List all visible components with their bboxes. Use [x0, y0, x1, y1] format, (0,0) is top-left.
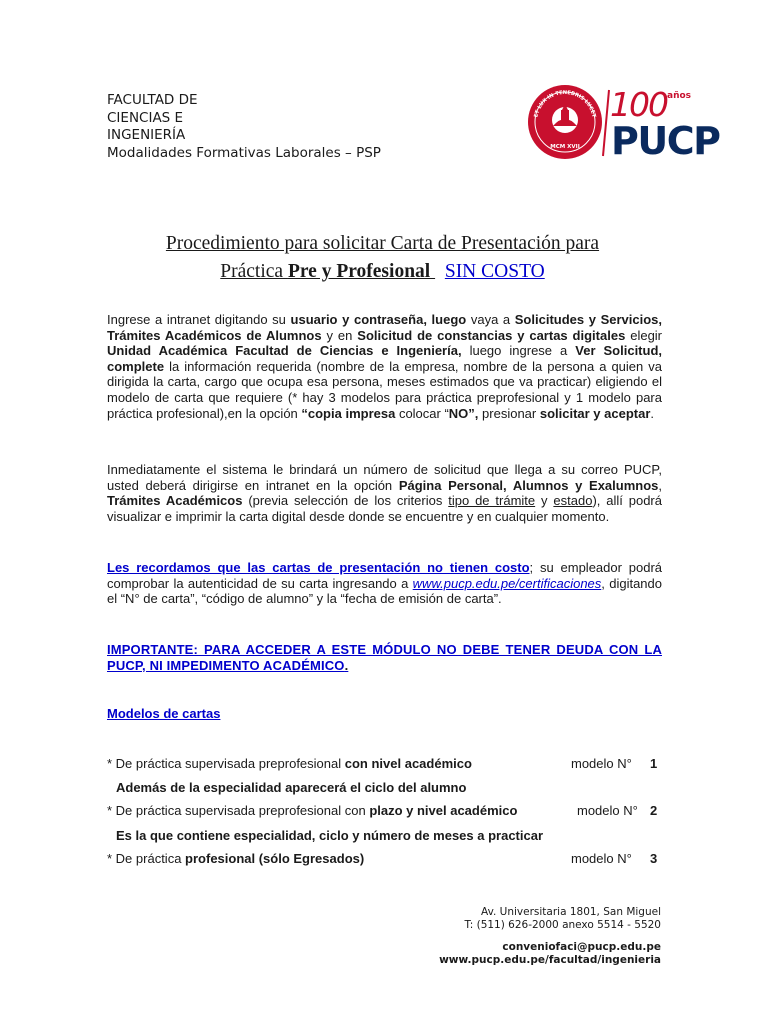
pucp-seal-icon — [528, 85, 602, 159]
model-1-note: Además de la especialidad aparecerá el ciclo del alumno — [116, 780, 467, 795]
faculty-header — [107, 92, 381, 162]
no-cost-paragraph: Les recordamos que las cartas de presentación no tienen costo; su empleador podrá comprobar la autenticidad de su carta ingresando a www.pucp.edu.pe/certificaciones, digitando el “N° de carta”, “código de alumno” y la “fecha de emisión de carta”. — [107, 560, 662, 607]
contact-email[interactable]: conveniofaci@pucp.edu.pe — [502, 941, 661, 953]
model-2-note: Es la que contiene especialidad, ciclo y número de meses a practicar — [116, 828, 544, 843]
model-row-3: * De práctica profesional (sólo Egresados) modelo N° 3 — [107, 851, 658, 866]
model-row-2: * De práctica supervisada preprofesional con plazo y nivel académico modelo N° 2 — [107, 803, 658, 818]
models-heading: Modelos de cartas — [107, 706, 221, 721]
pucp-100-logo — [527, 84, 727, 160]
model-row-1: * De práctica supervisada preprofesional con nivel académico modelo N° 1 — [107, 756, 658, 771]
document-title — [100, 230, 665, 286]
anniversary-anos: años — [667, 91, 692, 101]
faculty-line-3: INGENIERÍA — [107, 127, 186, 143]
certificaciones-link[interactable]: www.pucp.edu.pe/certificaciones — [412, 575, 602, 591]
anniversary-number: 100 — [610, 85, 667, 124]
important-notice: IMPORTANTE: PARA ACCEDER A ESTE MÓDULO NO DEBE TENER DEUDA CON LA PUCP, NI IMPEDIMENTO ACADÉMICO. — [107, 642, 662, 673]
faculty-line-2: CIENCIAS E — [107, 109, 184, 126]
sin-costo-label: SIN COSTO — [444, 261, 545, 282]
follow-up-paragraph: Inmediatamente el sistema le brindará un número de solicitud que llega a su correo PUCP, usted deberá dirigirse en intranet en la opción Página Personal, Alumnos y Exalumnos, Trámites Académicos (previa selección de los criterios tipo de trámite y estado), allí podrá visualizar e imprimir la carta digital desde donde se encuentre y en cualquier momento. — [107, 462, 662, 524]
phone: T: (511) 626-2000 anexo 5514 - 5520 — [464, 919, 661, 931]
svg-text:ET LUX IN TENEBRIS LUCET: ET LUX IN TENEBRIS LUCET — [533, 89, 597, 118]
pucp-wordmark: PUCP — [611, 119, 720, 160]
no-cost-link[interactable]: Les recordamos que las cartas de presentación no tienen costo — [107, 560, 530, 575]
svg-text:MCM XVII: MCM XVII — [550, 144, 580, 150]
faculty-line-1: FACULTAD DE — [107, 92, 198, 108]
title-line-1: Procedimiento para solicitar Carta de Presentación para — [165, 233, 600, 254]
contact-footer — [439, 906, 661, 967]
address: Av. Universitaria 1801, San Miguel — [481, 906, 661, 918]
program-line: Modalidades Formativas Laborales – PSP — [107, 144, 381, 161]
title-line-2: Práctica Pre y Profesional SIN COSTO — [220, 261, 545, 282]
instructions-paragraph: Ingrese a intranet digitando su usuario y contraseña, luego vaya a Solicitudes y Servicios, Trámites Académicos de Alumnos y en Solicitud de constancias y cartas digitales elegir Unidad Académica Facultad de Ciencias e Ingeniería, luego ingrese a Ver Solicitud, complete la información requerida (nombre de la empresa, nombre de la persona a quien va dirigida la carta, cargo que ocupa esa persona, meses estimados que va practicar) eligiendo el modelo de carta que requiere (* hay 3 modelos para práctica preprofesional y 1 modelo para práctica profesional),en la opción “copia impresa colocar “NO”, presionar solicitar y aceptar. — [107, 312, 663, 421]
faculty-website[interactable]: www.pucp.edu.pe/facultad/ingenieria — [439, 954, 661, 966]
